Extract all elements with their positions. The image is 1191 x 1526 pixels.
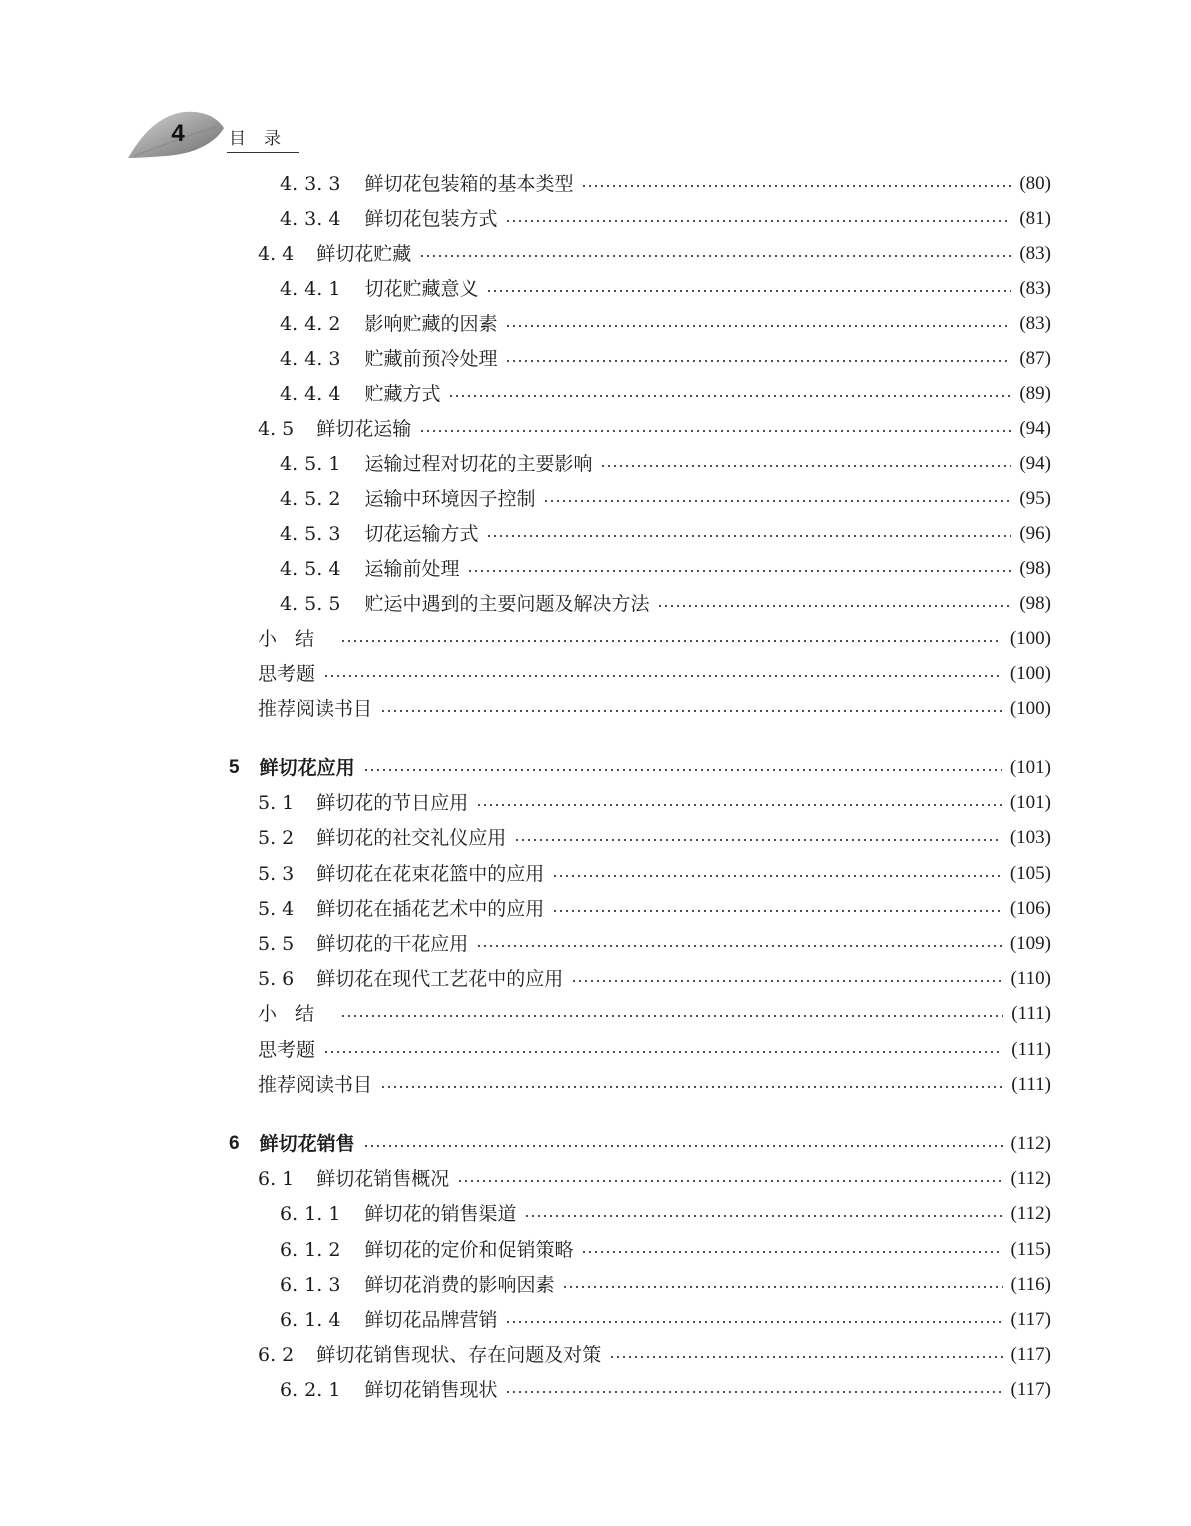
toc-page-number: (80) [1019, 173, 1051, 194]
dot-leader [380, 1086, 1003, 1088]
page-header [0, 0, 1191, 170]
toc-page-number: (110) [1010, 968, 1051, 989]
toc-number: 5. 1 [258, 792, 295, 814]
toc-number: 4. 4. 3 [280, 348, 341, 370]
dot-leader [323, 675, 1002, 677]
toc-page-number: (111) [1011, 1074, 1051, 1095]
dot-leader [609, 1356, 1002, 1358]
toc-number: 5. 5 [258, 933, 295, 955]
dot-leader [581, 185, 1011, 187]
dot-leader [581, 1251, 1002, 1253]
page-number: 4 [171, 120, 185, 147]
dot-leader [571, 980, 1002, 982]
dot-leader [552, 910, 1002, 912]
toc-page-number: (111) [1011, 1039, 1051, 1060]
toc-title: 鲜切花销售 [259, 1133, 355, 1155]
toc-title: 鲜切花品牌营销 [364, 1309, 498, 1331]
toc-number: 4. 5. 4 [280, 558, 341, 580]
toc-title: 鲜切花消费的影响因素 [364, 1274, 555, 1296]
dot-leader [363, 1145, 1003, 1147]
toc-row[interactable] [280, 590, 1051, 618]
toc-number: 4. 4 [258, 243, 295, 265]
toc-row[interactable] [258, 824, 1051, 852]
toc-number: 4. 3. 3 [280, 173, 341, 195]
toc-title: 鲜切花的节日应用 [316, 792, 469, 814]
dot-leader [486, 535, 1011, 537]
toc-title: 影响贮藏的因素 [364, 313, 498, 335]
toc-page-number: (87) [1019, 348, 1051, 369]
dot-leader [552, 875, 1002, 877]
toc-title: 贮藏方式 [364, 383, 441, 405]
toc-page-number: (100) [1009, 628, 1051, 649]
toc-number: 4. 3. 4 [280, 208, 341, 230]
dot-leader [505, 325, 1011, 327]
toc-title: 鲜切花销售概况 [316, 1168, 450, 1190]
dot-leader [514, 839, 1002, 841]
toc-title: 切花贮藏意义 [364, 278, 479, 300]
toc-title: 鲜切花包装箱的基本类型 [364, 173, 574, 195]
toc-row[interactable] [258, 1036, 1051, 1064]
toc-row[interactable] [280, 555, 1051, 583]
toc-page-number: (109) [1009, 933, 1051, 954]
toc-row[interactable] [280, 345, 1051, 373]
dot-leader [457, 1180, 1002, 1182]
toc-row[interactable] [280, 1306, 1051, 1334]
toc-number: 6. 1. 3 [280, 1274, 341, 1296]
toc-row[interactable] [258, 1165, 1051, 1193]
toc-page-number: (117) [1010, 1344, 1051, 1365]
dot-leader [476, 945, 1002, 947]
toc-title: 运输前处理 [364, 558, 460, 580]
toc-page-number: (96) [1019, 523, 1051, 544]
toc-number: 6. 2. 1 [280, 1379, 341, 1401]
toc-page-number: (115) [1010, 1239, 1051, 1260]
toc-page-number: (106) [1009, 898, 1051, 919]
toc-title: 鲜切花包装方式 [364, 208, 498, 230]
toc-row[interactable] [258, 860, 1051, 888]
toc-page-number: (100) [1009, 698, 1051, 719]
toc-row[interactable] [258, 1341, 1051, 1369]
toc-row[interactable] [280, 380, 1051, 408]
toc-title: 推荐阅读书目 [258, 1074, 373, 1096]
toc-row[interactable] [280, 205, 1051, 233]
toc-title: 小结 [258, 1003, 333, 1025]
toc-page-number: (117) [1010, 1379, 1051, 1400]
toc-page-number: (105) [1009, 863, 1051, 884]
toc-number: 4. 5. 3 [280, 523, 341, 545]
toc-page-number: (103) [1009, 827, 1051, 848]
toc-row[interactable] [280, 275, 1051, 303]
toc-number: 4. 5 [258, 418, 295, 440]
toc-page-number: (81) [1019, 208, 1051, 229]
toc-title: 思考题 [258, 1039, 316, 1061]
toc-row[interactable] [280, 310, 1051, 338]
toc-number: 4. 5. 5 [280, 593, 341, 615]
toc-row[interactable] [280, 450, 1051, 478]
toc-number: 6 [229, 1133, 240, 1154]
dot-leader [505, 360, 1011, 362]
toc-page-number: (101) [1009, 757, 1051, 778]
toc-page-number: (116) [1010, 1274, 1051, 1295]
toc-number: 6. 1. 2 [280, 1239, 341, 1261]
toc-row[interactable] [280, 1376, 1051, 1404]
toc-page-number: (89) [1019, 383, 1051, 404]
toc-chapter-row[interactable] [229, 1130, 1051, 1158]
toc-title: 贮运中遇到的主要问题及解决方法 [364, 593, 650, 615]
toc-page-number: (83) [1019, 278, 1051, 299]
toc-number: 5. 6 [258, 968, 295, 990]
toc-row[interactable] [258, 625, 1051, 653]
toc-number: 4. 4. 2 [280, 313, 341, 335]
toc-title: 鲜切花在花束花篮中的应用 [316, 863, 545, 885]
dot-leader [476, 804, 1002, 806]
toc-row[interactable] [258, 415, 1051, 443]
dot-leader [505, 1321, 1002, 1323]
toc-title: 鲜切花应用 [259, 757, 355, 779]
toc-title: 鲜切花在插花艺术中的应用 [316, 898, 545, 920]
toc-page-number: (83) [1019, 313, 1051, 334]
dot-leader [524, 1215, 1002, 1217]
dot-leader [467, 570, 1011, 572]
dot-leader [600, 465, 1011, 467]
toc-row[interactable] [280, 485, 1051, 513]
toc-row[interactable] [258, 695, 1051, 723]
toc-row[interactable] [258, 240, 1051, 268]
toc-title: 切花运输方式 [364, 523, 479, 545]
toc-page-number: (100) [1009, 663, 1051, 684]
toc-row[interactable] [280, 1200, 1051, 1228]
toc-number: 5. 4 [258, 898, 295, 920]
toc-number: 6. 2 [258, 1344, 295, 1366]
toc-row[interactable] [258, 660, 1051, 688]
toc-row[interactable] [258, 789, 1051, 817]
toc-page-number: (112) [1010, 1203, 1051, 1224]
header-rule [227, 152, 299, 153]
toc-title: 鲜切花贮藏 [316, 243, 412, 265]
toc-title: 鲜切花在现代工艺花中的应用 [316, 968, 564, 990]
toc-page-number: (94) [1019, 418, 1051, 439]
toc-number: 6. 1. 4 [280, 1309, 341, 1331]
toc-title: 鲜切花的定价和促销策略 [364, 1239, 574, 1261]
dot-leader [448, 395, 1011, 397]
toc-title: 鲜切花的社交礼仪应用 [316, 827, 507, 849]
toc-title: 思考题 [258, 663, 316, 685]
toc-number: 4. 5. 2 [280, 488, 341, 510]
dot-leader [657, 605, 1011, 607]
toc-page-number: (95) [1019, 488, 1051, 509]
toc-number: 4. 4. 4 [280, 383, 341, 405]
toc-title: 贮藏前预冷处理 [364, 348, 498, 370]
dot-leader [562, 1286, 1002, 1288]
toc-page-number: (98) [1019, 593, 1051, 614]
dot-leader [323, 1051, 1003, 1053]
toc-row[interactable] [258, 895, 1051, 923]
toc-page-number: (111) [1011, 1003, 1051, 1024]
toc-number: 5. 2 [258, 827, 295, 849]
toc-number: 5. 3 [258, 863, 295, 885]
toc-page-number: (94) [1019, 453, 1051, 474]
toc-title: 鲜切花的销售渠道 [364, 1203, 517, 1225]
toc-row[interactable] [258, 930, 1051, 958]
toc-number: 4. 5. 1 [280, 453, 341, 475]
toc-chapter-row[interactable] [229, 754, 1051, 782]
toc-number: 4. 4. 1 [280, 278, 341, 300]
toc-page-number: (98) [1019, 558, 1051, 579]
dot-leader [543, 500, 1011, 502]
running-header-title: 目录 [229, 129, 299, 149]
toc-row[interactable] [280, 520, 1051, 548]
dot-leader [380, 710, 1002, 712]
dot-leader [505, 220, 1011, 222]
toc-page-number: (112) [1010, 1133, 1051, 1154]
dot-leader [419, 430, 1011, 432]
toc-title: 鲜切花销售现状 [364, 1379, 498, 1401]
toc-row[interactable] [280, 1236, 1051, 1264]
toc-row[interactable] [258, 965, 1051, 993]
toc-number: 5 [229, 757, 240, 778]
toc-page-number: (117) [1010, 1309, 1051, 1330]
toc-title: 推荐阅读书目 [258, 698, 373, 720]
toc-title: 鲜切花运输 [316, 418, 412, 440]
toc-row[interactable] [280, 1271, 1051, 1299]
toc-row[interactable] [280, 170, 1051, 198]
toc-title: 鲜切花的干花应用 [316, 933, 469, 955]
toc-row[interactable] [258, 1000, 1051, 1028]
dot-leader [419, 255, 1011, 257]
toc-number: 6. 1. 1 [280, 1203, 341, 1225]
dot-leader [363, 769, 1002, 771]
toc-page-number: (101) [1009, 792, 1051, 813]
toc-title: 小结 [258, 628, 333, 650]
dot-leader [340, 640, 1002, 642]
toc-title: 运输中环境因子控制 [364, 488, 536, 510]
toc-row[interactable] [258, 1071, 1051, 1099]
dot-leader [486, 290, 1011, 292]
toc-page-number: (112) [1010, 1168, 1051, 1189]
toc-page-number: (83) [1019, 243, 1051, 264]
toc-title: 鲜切花销售现状、存在问题及对策 [316, 1344, 602, 1366]
dot-leader [505, 1391, 1002, 1393]
dot-leader [340, 1015, 1003, 1017]
toc-title: 运输过程对切花的主要影响 [364, 453, 593, 475]
toc-number: 6. 1 [258, 1168, 295, 1190]
